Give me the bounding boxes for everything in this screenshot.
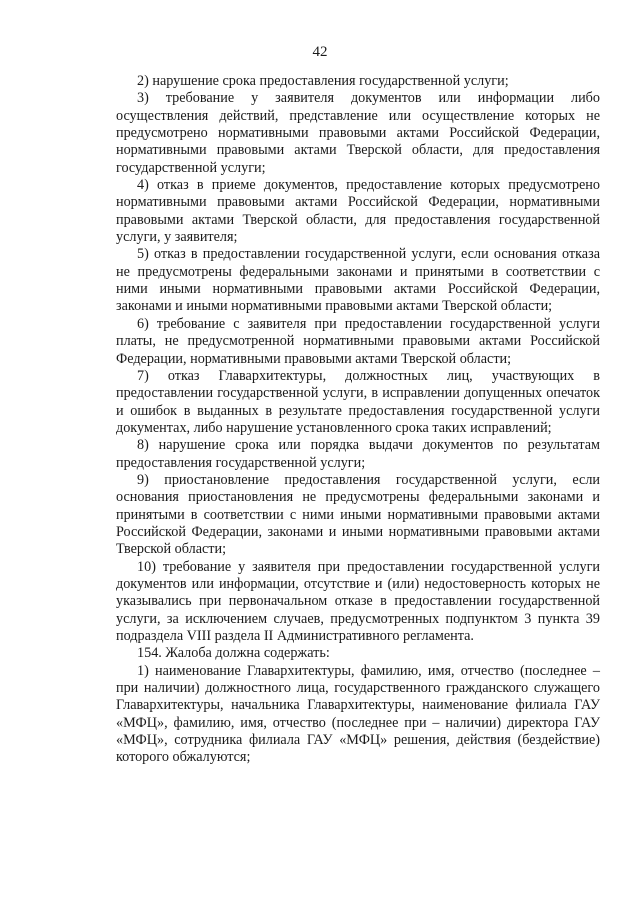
paragraph-item-5: 5) отказ в предоставлении государственной услуги, если основания отказа не предусмотрены федеральными законами и принятыми в соответствии с ними иными нормативными правовыми актами Российской Федерации, законами и иными нормативными правовыми актами Тверской области;: [116, 246, 600, 315]
document-body: [116, 73, 600, 767]
paragraph-item-10: 10) требование у заявителя при предоставлении государственной услуги документов или информации, отсутствие и (или) недостоверность которых не указывались при первоначальном отказе в предоставлении государственной услуги, за исключением случаев, предусмотренных подпунктом 3 пункта 39 подраздела VIII раздела II Административного регламента.: [116, 558, 600, 644]
paragraph-item-6: 6) требование с заявителя при предоставлении государственной услуги платы, не предусмотренной нормативными правовыми актами Российской Федерации, нормативными правовыми актами Тверской области;: [116, 315, 600, 367]
complaint-content-item-1: 1) наименование Главархитектуры, фамилию, имя, отчество (последнее – при наличии) должностного лица, государственного гражданского служащего Главархитектуры, начальника Главархитектуры, наименование филиала ГАУ «МФЦ», фамилию, имя, отчество (последнее при – наличии) директора ГАУ «МФЦ», сотрудника филиала ГАУ «МФЦ» решения, действия (бездействие) которого обжалуются;: [116, 662, 600, 766]
paragraph-item-4: 4) отказ в приеме документов, предоставление которых предусмотрено нормативными правовыми актами Российской Федерации, нормативными правовыми актами Тверской области, для предоставления государственной услуги, у заявителя;: [116, 177, 600, 246]
paragraph-item-3: 3) требование у заявителя документов или информации либо осуществления действий, представление или осуществление которых не предусмотрено нормативными правовыми актами Российской Федерации, нормативными правовыми актами Тверской области, для предоставления государственной услуги;: [116, 90, 600, 176]
paragraph-item-9: 9) приостановление предоставления государственной услуги, если основания приостановления не предусмотрены федеральными законами и принятыми в соответствии с ними иными нормативными правовыми актами Российской Федерации, законами и иными нормативными правовыми актами Тверской области;: [116, 471, 600, 558]
paragraph-item-7: 7) отказ Главархитектуры, должностных лиц, участвующих в предоставлении государственной услуги, в исправлении допущенных опечаток и ошибок в выданных в результате предоставления государственной услуги документах, либо нарушение установленного срока таких исправлений;: [116, 367, 600, 436]
section-154-heading: 154. Жалоба должна содержать:: [137, 645, 330, 662]
page-number: 42: [312, 44, 328, 60]
paragraph-item-2: 2) нарушение срока предоставления государственной услуги;: [137, 73, 509, 89]
paragraph-item-8: 8) нарушение срока или порядка выдачи документов по результатам предоставления государственной услуги;: [116, 437, 600, 471]
